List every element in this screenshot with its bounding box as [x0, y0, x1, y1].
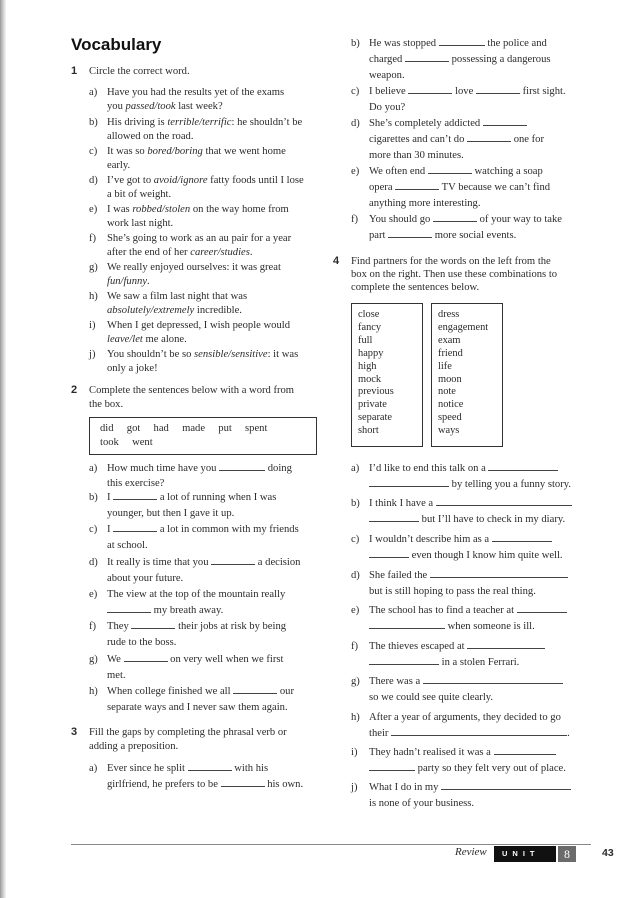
item-label: c)	[89, 146, 98, 157]
item-text: met.	[107, 670, 126, 681]
choice[interactable]: absolutely/extremely	[107, 305, 195, 316]
left-word: high	[358, 360, 377, 372]
text: How much time have you	[107, 463, 220, 474]
section-title: Vocabulary	[71, 35, 162, 54]
text: his own.	[264, 779, 304, 790]
text: last week?	[175, 101, 223, 112]
text: She’s completely addicted	[369, 118, 483, 129]
item-text	[369, 116, 585, 131]
item-text	[369, 745, 585, 760]
item-label: e)	[89, 204, 98, 215]
text: You shouldn’t be so	[107, 349, 195, 360]
text: incredible.	[194, 305, 242, 316]
item-text	[369, 639, 585, 654]
item-text	[107, 461, 319, 476]
item-label: a)	[89, 87, 98, 98]
text: It really is time that you	[107, 557, 212, 568]
item-label: g)	[89, 654, 98, 665]
answer-gap[interactable]	[221, 777, 265, 787]
text: It was so	[107, 146, 148, 157]
exercise-4-instruction-line-3: complete the sentences below.	[351, 282, 480, 293]
text: by telling you a funny story.	[449, 479, 572, 490]
answer-gap[interactable]	[124, 652, 168, 662]
item-label: j)	[89, 349, 96, 360]
item-text: separate ways and I never saw them again.	[107, 702, 288, 713]
choice[interactable]: leave/let	[107, 334, 143, 345]
item-text	[369, 132, 585, 147]
answer-gap[interactable]	[369, 761, 415, 771]
choice[interactable]: avoid/ignore	[153, 175, 208, 186]
item-text	[369, 512, 585, 527]
answer-gap[interactable]	[188, 761, 232, 771]
text: a lot of running when I was	[157, 492, 277, 503]
choice[interactable]: sensible/sensitive	[194, 349, 268, 360]
unit-number: 8	[558, 846, 576, 862]
item-text: When I get depressed, I wish people would	[107, 320, 290, 331]
right-word: ways	[438, 425, 460, 437]
footer-review-label: Review	[455, 846, 487, 858]
answer-gap[interactable]	[369, 512, 419, 522]
item-label: i)	[351, 747, 358, 758]
item-label: d)	[351, 118, 360, 129]
text: I	[107, 492, 114, 503]
item-text: so we could see quite clearly.	[369, 692, 494, 703]
item-text	[369, 780, 585, 795]
item-label: b)	[89, 492, 98, 503]
right-word: note	[438, 386, 456, 398]
item-text	[369, 164, 585, 179]
choice[interactable]: fun/funny	[107, 276, 148, 287]
item-label: a)	[351, 463, 360, 474]
answer-gap[interactable]	[369, 619, 445, 629]
text: Ever since he split	[107, 763, 188, 774]
left-word: full	[358, 334, 373, 346]
item-label: e)	[351, 605, 360, 616]
item-label: d)	[89, 557, 98, 568]
text: the police and	[484, 38, 547, 49]
item-label: a)	[89, 463, 98, 474]
item-text: this exercise?	[107, 478, 165, 489]
left-word: short	[358, 425, 379, 437]
answer-gap[interactable]	[488, 461, 558, 471]
exercise-4-number: 4	[333, 255, 340, 267]
left-word: close	[358, 309, 380, 320]
text: watching a soap	[471, 166, 543, 177]
item-label: c)	[89, 524, 98, 535]
answer-gap[interactable]	[476, 84, 520, 94]
text: .	[249, 247, 253, 258]
text: When college finished we all	[107, 686, 234, 697]
exercise-4-instruction-line-2: box on the right. Then use these combinations to	[351, 269, 558, 280]
item-text: about your future.	[107, 573, 184, 584]
text: TV because we can’t find	[439, 182, 551, 193]
exercise-2-instruction-line-1: Complete the sentences below with a word from	[89, 385, 295, 396]
item-text: We saw a film last night that was	[107, 291, 248, 302]
text: love	[452, 86, 476, 97]
right-word: speed	[438, 412, 462, 424]
text: on the way home from	[190, 204, 289, 215]
answer-gap[interactable]	[433, 212, 477, 222]
item-text	[369, 603, 585, 618]
answer-gap[interactable]	[113, 490, 157, 500]
item-text: anything more interesting.	[369, 198, 481, 209]
item-text	[107, 652, 319, 667]
item-label: a)	[89, 763, 98, 774]
exercise-4-instruction-line-1: Find partners for the words on the left from the	[351, 256, 551, 267]
text: His driving is	[107, 117, 168, 128]
item-text	[107, 245, 319, 260]
item-text: more than 30 minutes.	[369, 150, 464, 161]
answer-gap[interactable]	[405, 52, 449, 62]
answer-gap[interactable]	[369, 655, 439, 665]
text: doing	[265, 463, 292, 474]
answer-gap[interactable]	[219, 461, 265, 471]
answer-gap[interactable]	[395, 180, 439, 190]
text: They hadn’t realised it was a	[369, 747, 494, 758]
text: I wouldn’t describe him as a	[369, 534, 492, 545]
item-text	[369, 228, 585, 243]
item-text: at school.	[107, 540, 148, 551]
item-text: allowed on the road.	[107, 131, 194, 142]
left-word: happy	[358, 347, 384, 359]
item-label: c)	[351, 86, 360, 97]
item-text	[369, 52, 585, 67]
answer-gap[interactable]	[107, 603, 151, 613]
text: one for	[511, 134, 545, 145]
text: more social events.	[432, 230, 517, 241]
exercise-1-instruction: Circle the correct word.	[89, 66, 190, 77]
right-word: notice	[438, 399, 464, 411]
answer-gap[interactable]	[430, 568, 568, 578]
item-label: i)	[89, 320, 96, 331]
text: first sight.	[519, 86, 566, 97]
text: I’d like to end this talk on a	[369, 463, 489, 474]
text: : it was	[267, 349, 299, 360]
footer-rule	[71, 844, 591, 845]
text: I was	[107, 204, 133, 215]
item-text	[107, 522, 319, 537]
item-label: e)	[89, 589, 98, 600]
text: me alone.	[142, 334, 187, 345]
answer-gap[interactable]	[492, 532, 552, 542]
text: with his	[231, 763, 269, 774]
item-text	[369, 761, 585, 776]
text: a decision	[255, 557, 301, 568]
right-word: life	[438, 360, 452, 372]
answer-gap[interactable]	[211, 555, 255, 565]
item-text	[369, 461, 585, 476]
answer-gap[interactable]	[483, 116, 527, 126]
choice[interactable]: robbed/stolen	[132, 204, 191, 215]
exercise-1-number: 1	[71, 65, 78, 77]
text: part	[369, 230, 389, 241]
word-box-line-2: took went	[100, 437, 153, 448]
right-word: moon	[438, 373, 462, 385]
item-text: but is still hoping to pass the real thing.	[369, 586, 536, 597]
item-text: After a year of arguments, they decided to go	[369, 712, 561, 723]
item-text	[107, 332, 319, 347]
text: There was a	[369, 676, 423, 687]
text: after the end of her	[107, 247, 191, 258]
page-number: 43	[602, 847, 614, 859]
text: their	[369, 728, 392, 739]
answer-gap[interactable]	[369, 548, 409, 558]
answer-gap[interactable]	[131, 619, 175, 629]
answer-gap[interactable]	[408, 84, 452, 94]
item-text	[369, 568, 585, 583]
answer-gap[interactable]	[391, 726, 567, 736]
item-label: h)	[351, 712, 360, 723]
word-partners-box	[351, 303, 505, 447]
item-text	[369, 674, 585, 689]
text: cigarettes and can’t do	[369, 134, 468, 145]
page-binding-shadow	[0, 0, 6, 898]
text: our	[277, 686, 294, 697]
text: : he shouldn’t be	[231, 117, 303, 128]
right-words-column	[431, 303, 503, 447]
text: their jobs at risk by being	[175, 621, 287, 632]
left-word: previous	[358, 386, 394, 398]
item-label: j)	[351, 782, 358, 793]
item-text	[369, 84, 585, 99]
item-label: f)	[351, 214, 359, 225]
choice[interactable]: bored/boring	[147, 146, 203, 157]
text: You should go	[369, 214, 433, 225]
answer-gap[interactable]	[467, 639, 545, 649]
text: fatty foods until I lose	[207, 175, 304, 186]
text: my breath away.	[151, 605, 224, 616]
item-text	[369, 532, 585, 547]
item-text: rude to the boss.	[107, 637, 177, 648]
left-words-column	[351, 303, 423, 447]
answer-gap[interactable]	[467, 132, 511, 142]
text: We often end	[369, 166, 428, 177]
word-box-line-1: did got had made put spent	[100, 423, 268, 434]
item-label: f)	[351, 641, 359, 652]
answer-gap[interactable]	[113, 522, 157, 532]
item-text	[369, 655, 585, 670]
item-text: younger, but then I gave it up.	[107, 508, 235, 519]
text: The school has to find a teacher at	[369, 605, 517, 616]
item-text	[107, 684, 319, 699]
exercise-3-instruction-line-1: Fill the gaps by completing the phrasal verb or	[89, 727, 287, 738]
answer-gap[interactable]	[423, 674, 563, 684]
answer-gap[interactable]	[436, 496, 572, 506]
item-text: We really enjoyed ourselves: it was great	[107, 262, 281, 273]
item-text	[107, 761, 319, 776]
item-text	[107, 777, 319, 792]
text: in a stolen Ferrari.	[439, 657, 520, 668]
item-text	[369, 477, 585, 492]
text: She failed the	[369, 570, 430, 581]
exercise-3-number: 3	[71, 726, 78, 738]
item-label: f)	[89, 233, 97, 244]
text: I’ve got to	[107, 175, 154, 186]
item-text: weapon.	[369, 70, 405, 81]
text: when someone is ill.	[445, 621, 535, 632]
item-label: c)	[351, 534, 360, 545]
item-label: b)	[351, 498, 360, 509]
exercise-2-instruction-line-2: the box.	[89, 399, 124, 410]
item-text	[107, 99, 319, 114]
text: even though I know him quite well.	[409, 550, 563, 561]
item-label: g)	[351, 676, 360, 687]
text: party so they felt very out of place.	[415, 763, 566, 774]
item-label: e)	[351, 166, 360, 177]
right-word: dress	[438, 309, 460, 320]
item-text	[107, 603, 319, 618]
answer-gap[interactable]	[441, 780, 571, 790]
answer-gap[interactable]	[233, 684, 277, 694]
item-label: d)	[89, 175, 98, 186]
item-label: b)	[89, 117, 98, 128]
text: that we went home	[202, 146, 286, 157]
text: opera	[369, 182, 396, 193]
answer-gap[interactable]	[494, 745, 556, 755]
item-text	[369, 180, 585, 195]
item-text	[107, 303, 319, 318]
item-text: a bit of weight.	[107, 189, 172, 200]
text: girlfriend, he prefers to be	[107, 779, 221, 790]
text: We	[107, 654, 124, 665]
choice[interactable]: career/studies	[190, 247, 250, 258]
item-text: only a joke!	[107, 363, 158, 374]
item-text: She’s going to work as an au pair for a year	[107, 233, 292, 244]
left-word: fancy	[358, 321, 382, 333]
item-text	[369, 496, 585, 511]
item-label: h)	[89, 686, 98, 697]
text: charged	[369, 54, 405, 65]
answer-gap[interactable]	[517, 603, 567, 613]
answer-gap[interactable]	[369, 477, 449, 487]
text: The thieves escaped at	[369, 641, 468, 652]
item-text: work last night.	[107, 218, 174, 229]
text: possessing a dangerous	[448, 54, 551, 65]
item-text	[107, 555, 319, 570]
choice[interactable]: terrible/terrific	[167, 117, 232, 128]
item-text: Have you had the results yet of the exams	[107, 87, 285, 98]
item-text	[369, 619, 585, 634]
text: What I do in my	[369, 782, 442, 793]
item-label: g)	[89, 262, 98, 273]
unit-badge: UNIT	[494, 846, 556, 862]
item-text: early.	[107, 160, 131, 171]
text: of your way to take	[476, 214, 563, 225]
item-text: is none of your business.	[369, 798, 475, 809]
item-text	[369, 726, 585, 741]
item-text: Do you?	[369, 102, 406, 113]
item-label: d)	[351, 570, 360, 581]
word-box	[89, 417, 317, 455]
exercise-2-number: 2	[71, 384, 78, 396]
left-word: private	[358, 399, 387, 411]
text: you	[107, 101, 126, 112]
answer-gap[interactable]	[388, 228, 432, 238]
text: but I’ll have to check in my diary.	[419, 514, 566, 525]
item-text: The view at the top of the mountain really	[107, 589, 286, 600]
item-text	[369, 548, 585, 563]
text: .	[567, 728, 570, 739]
text: a lot in common with my friends	[157, 524, 299, 535]
item-text	[107, 490, 319, 505]
item-label: h)	[89, 291, 98, 302]
item-text	[107, 619, 319, 634]
item-text	[107, 274, 319, 289]
item-text	[369, 212, 585, 227]
text: I	[107, 524, 114, 535]
choice[interactable]: passed/took	[125, 101, 176, 112]
text: on very well when we first	[167, 654, 284, 665]
item-label: f)	[89, 621, 97, 632]
right-word: engagement	[438, 321, 489, 333]
left-word: mock	[358, 373, 382, 385]
right-word: exam	[438, 334, 461, 346]
exercise-3-instruction-line-2: adding a preposition.	[89, 741, 179, 752]
text: .	[147, 276, 150, 287]
text: He was stopped	[369, 38, 439, 49]
item-label: b)	[351, 38, 360, 49]
answer-gap[interactable]	[428, 164, 472, 174]
item-text	[369, 36, 585, 51]
right-word: friend	[438, 347, 463, 359]
answer-gap[interactable]	[439, 36, 485, 46]
text: I believe	[369, 86, 409, 97]
left-word: separate	[358, 412, 393, 424]
text: I think I have a	[369, 498, 436, 509]
text: They	[107, 621, 132, 632]
